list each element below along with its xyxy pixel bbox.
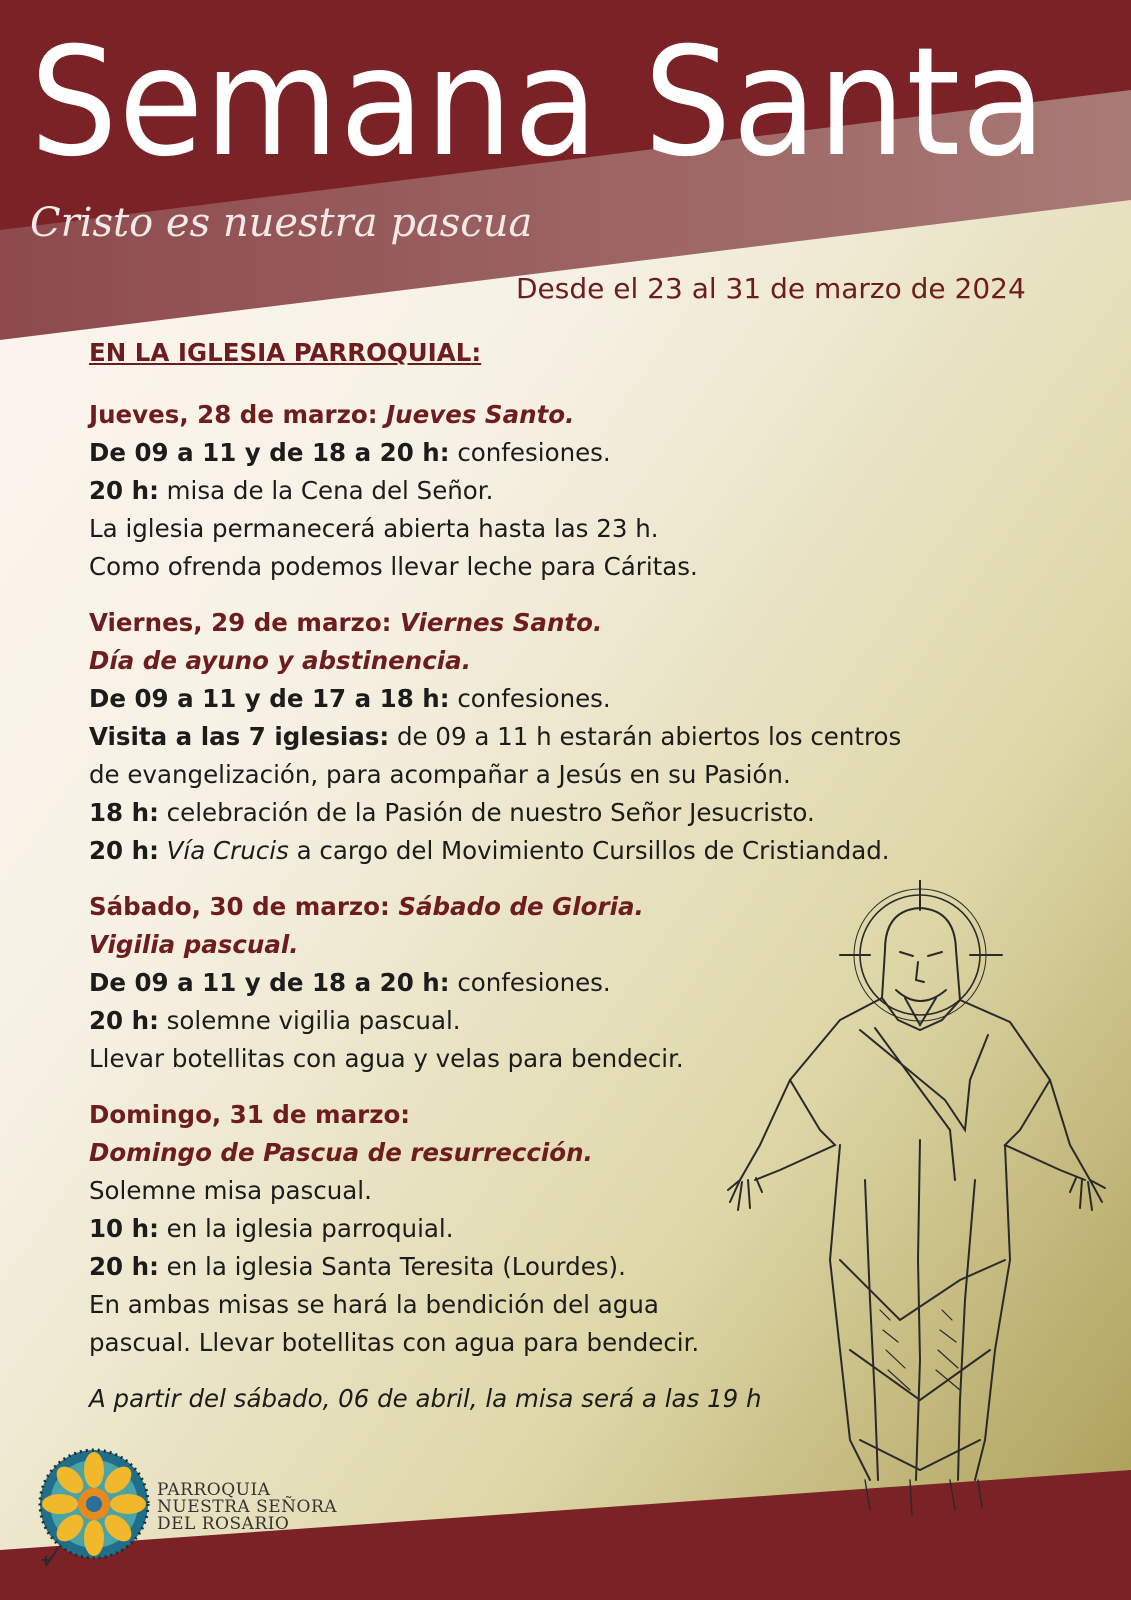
date-range: Desde el 23 al 31 de marzo de 2024 xyxy=(516,272,1026,305)
footer-note: A partir del sábado, 06 de abril, la misa será a las 19 h xyxy=(89,1384,762,1413)
poster-title: Semana Santa xyxy=(30,16,1047,190)
schedule-line: Como ofrenda podemos llevar leche para Cáritas. xyxy=(89,552,698,581)
schedule-line: De 09 a 11 y de 17 a 18 h: confesiones. xyxy=(89,684,611,713)
day-title: Viernes, 29 de marzo: Viernes Santo. xyxy=(89,608,603,637)
schedule-line: De 09 a 11 y de 18 a 20 h: confesiones. xyxy=(89,438,611,467)
day-viernes xyxy=(89,604,1049,870)
day-title: Jueves, 28 de marzo: Jueves Santo. xyxy=(89,400,575,429)
section-heading: EN LA IGLESIA PARROQUIAL: xyxy=(89,338,482,367)
schedule-line: 18 h: celebración de la Pasión de nuestro Señor Jesucristo. xyxy=(89,798,815,827)
day-title: Sábado, 30 de marzo: Sábado de Gloria. xyxy=(89,892,644,921)
day-subtitle: Día de ayuno y abstinencia. xyxy=(89,646,471,675)
parish-logo-mandala xyxy=(36,1448,152,1568)
day-subtitle: Domingo de Pascua de resurrección. xyxy=(89,1138,593,1167)
day-subtitle: Vigilia pascual. xyxy=(89,930,299,959)
schedule-line: de evangelización, para acompañar a Jesús en su Pasión. xyxy=(89,760,791,789)
risen-jesus-illustration xyxy=(720,880,1120,1520)
schedule-line: La iglesia permanecerá abierta hasta las 23 h. xyxy=(89,514,659,543)
schedule-line: pascual. Llevar botellitas con agua para bendecir. xyxy=(89,1328,700,1357)
day-jueves xyxy=(89,396,1049,586)
parish-name: PARROQUIA NUESTRA SEÑORA DEL ROSARIO xyxy=(157,1480,338,1534)
schedule-line: 10 h: en la iglesia parroquial. xyxy=(89,1214,454,1243)
schedule-line: 20 h: Vía Crucis a cargo del Movimiento Cursillos de Cristiandad. xyxy=(89,836,890,865)
schedule-line: Llevar botellitas con agua y velas para bendecir. xyxy=(89,1044,684,1073)
schedule-line: De 09 a 11 y de 18 a 20 h: confesiones. xyxy=(89,968,611,997)
poster-subtitle: Cristo es nuestra pascua xyxy=(30,200,533,246)
schedule-line: Visita a las 7 iglesias: de 09 a 11 h estarán abiertos los centros xyxy=(89,722,902,751)
schedule-line: 20 h: en la iglesia Santa Teresita (Lourdes). xyxy=(89,1252,626,1281)
schedule-line: 20 h: solemne vigilia pascual. xyxy=(89,1006,461,1035)
day-title: Domingo, 31 de marzo: xyxy=(89,1100,411,1129)
schedule-line: Solemne misa pascual. xyxy=(89,1176,372,1205)
schedule-line: 20 h: misa de la Cena del Señor. xyxy=(89,476,494,505)
schedule-line: En ambas misas se hará la bendición del agua xyxy=(89,1290,659,1319)
